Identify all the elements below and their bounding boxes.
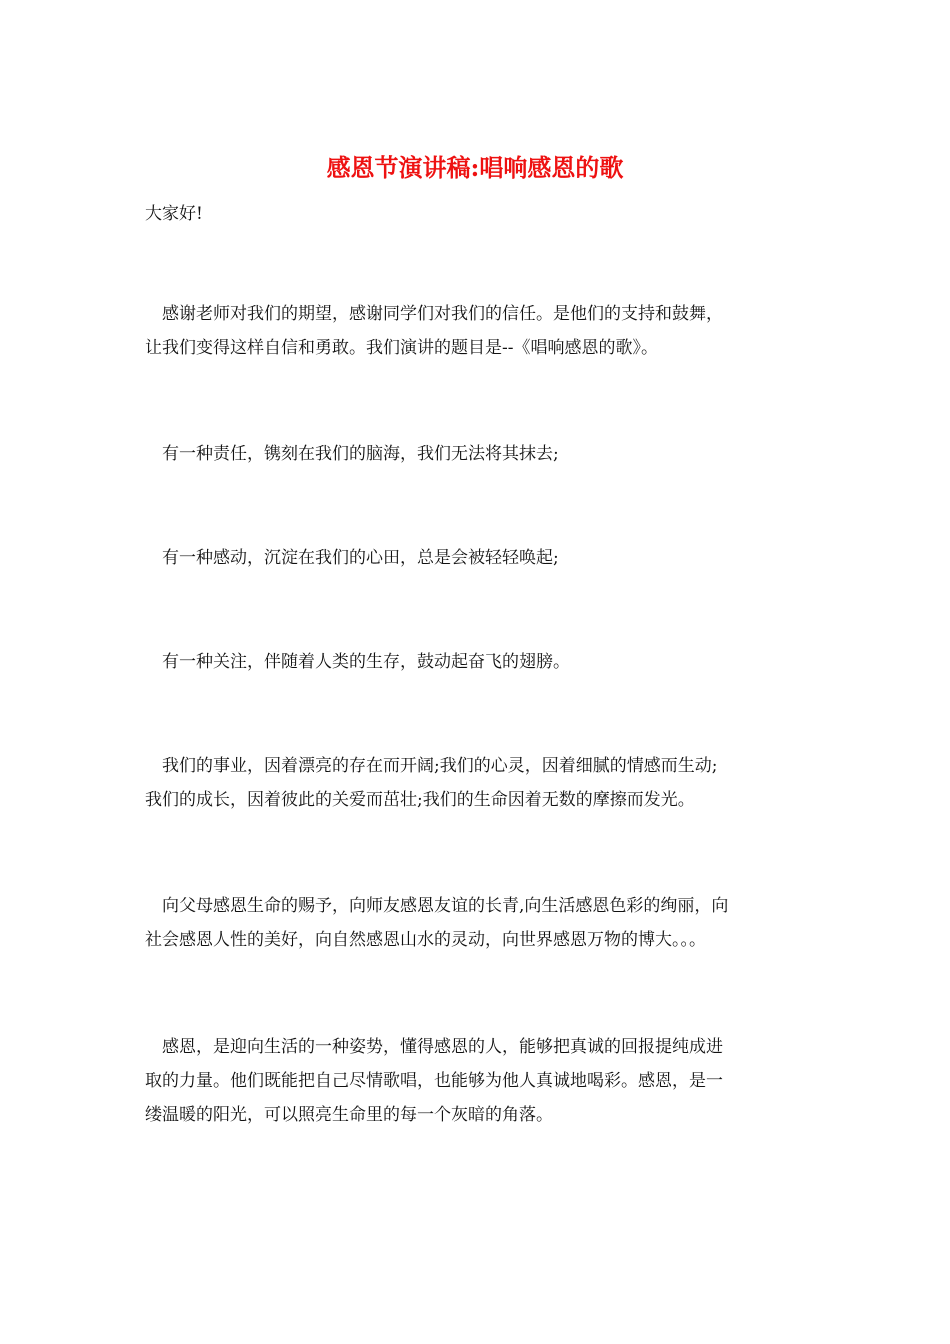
paragraph-line: 我们的成长，因着彼此的关爱而茁壮;我们的生命因着无数的摩擦而发光。 [145,790,695,810]
paragraph-line: 感恩，是迎向生活的一种姿势，懂得感恩的人，能够把真诚的回报提纯成进 [145,1037,723,1057]
paragraph-gratitude-list [145,889,810,957]
paragraph-line: 社会感恩人性的美好，向自然感恩山水的灵动，向世界感恩万物的博大。。。 [145,930,706,950]
greeting: 大家好! [145,204,203,224]
paragraph-line: 缕温暖的阳光，可以照亮生命里的每一个灰暗的角落。 [145,1105,553,1125]
paragraph-line: 向父母感恩生命的赐予，向师友感恩友谊的长青,向生活感恩色彩的绚丽，向 [145,896,729,916]
paragraph-emotion [145,541,810,575]
paragraph-thanks [145,297,810,365]
paragraph-line: 有一种关注，伴随着人类的生存，鼓动起奋飞的翅膀。 [145,652,570,672]
paragraph-responsibility [145,437,810,471]
paragraph-gratitude-meaning [145,1030,810,1132]
paragraph-career [145,749,810,817]
paragraph-line: 有一种感动，沉淀在我们的心田，总是会被轻轻唤起; [145,548,559,568]
document-title: 感恩节演讲稿:唱响感恩的歌 [326,153,624,182]
paragraph-line: 有一种责任，镌刻在我们的脑海，我们无法将其抹去; [145,444,559,464]
paragraph-line: 取的力量。他们既能把自己尽情歌唱，也能够为他人真诚地喝彩。感恩，是一 [145,1071,723,1091]
paragraph-line: 让我们变得这样自信和勇敢。我们演讲的题目是--《唱响感恩的歌》。 [145,338,658,358]
paragraph-line: 我们的事业，因着漂亮的存在而开阔;我们的心灵，因着细腻的情感而生动; [145,756,718,776]
paragraph-line: 感谢老师对我们的期望，感谢同学们对我们的信任。是他们的支持和鼓舞， [145,304,723,324]
paragraph-attention [145,645,810,679]
